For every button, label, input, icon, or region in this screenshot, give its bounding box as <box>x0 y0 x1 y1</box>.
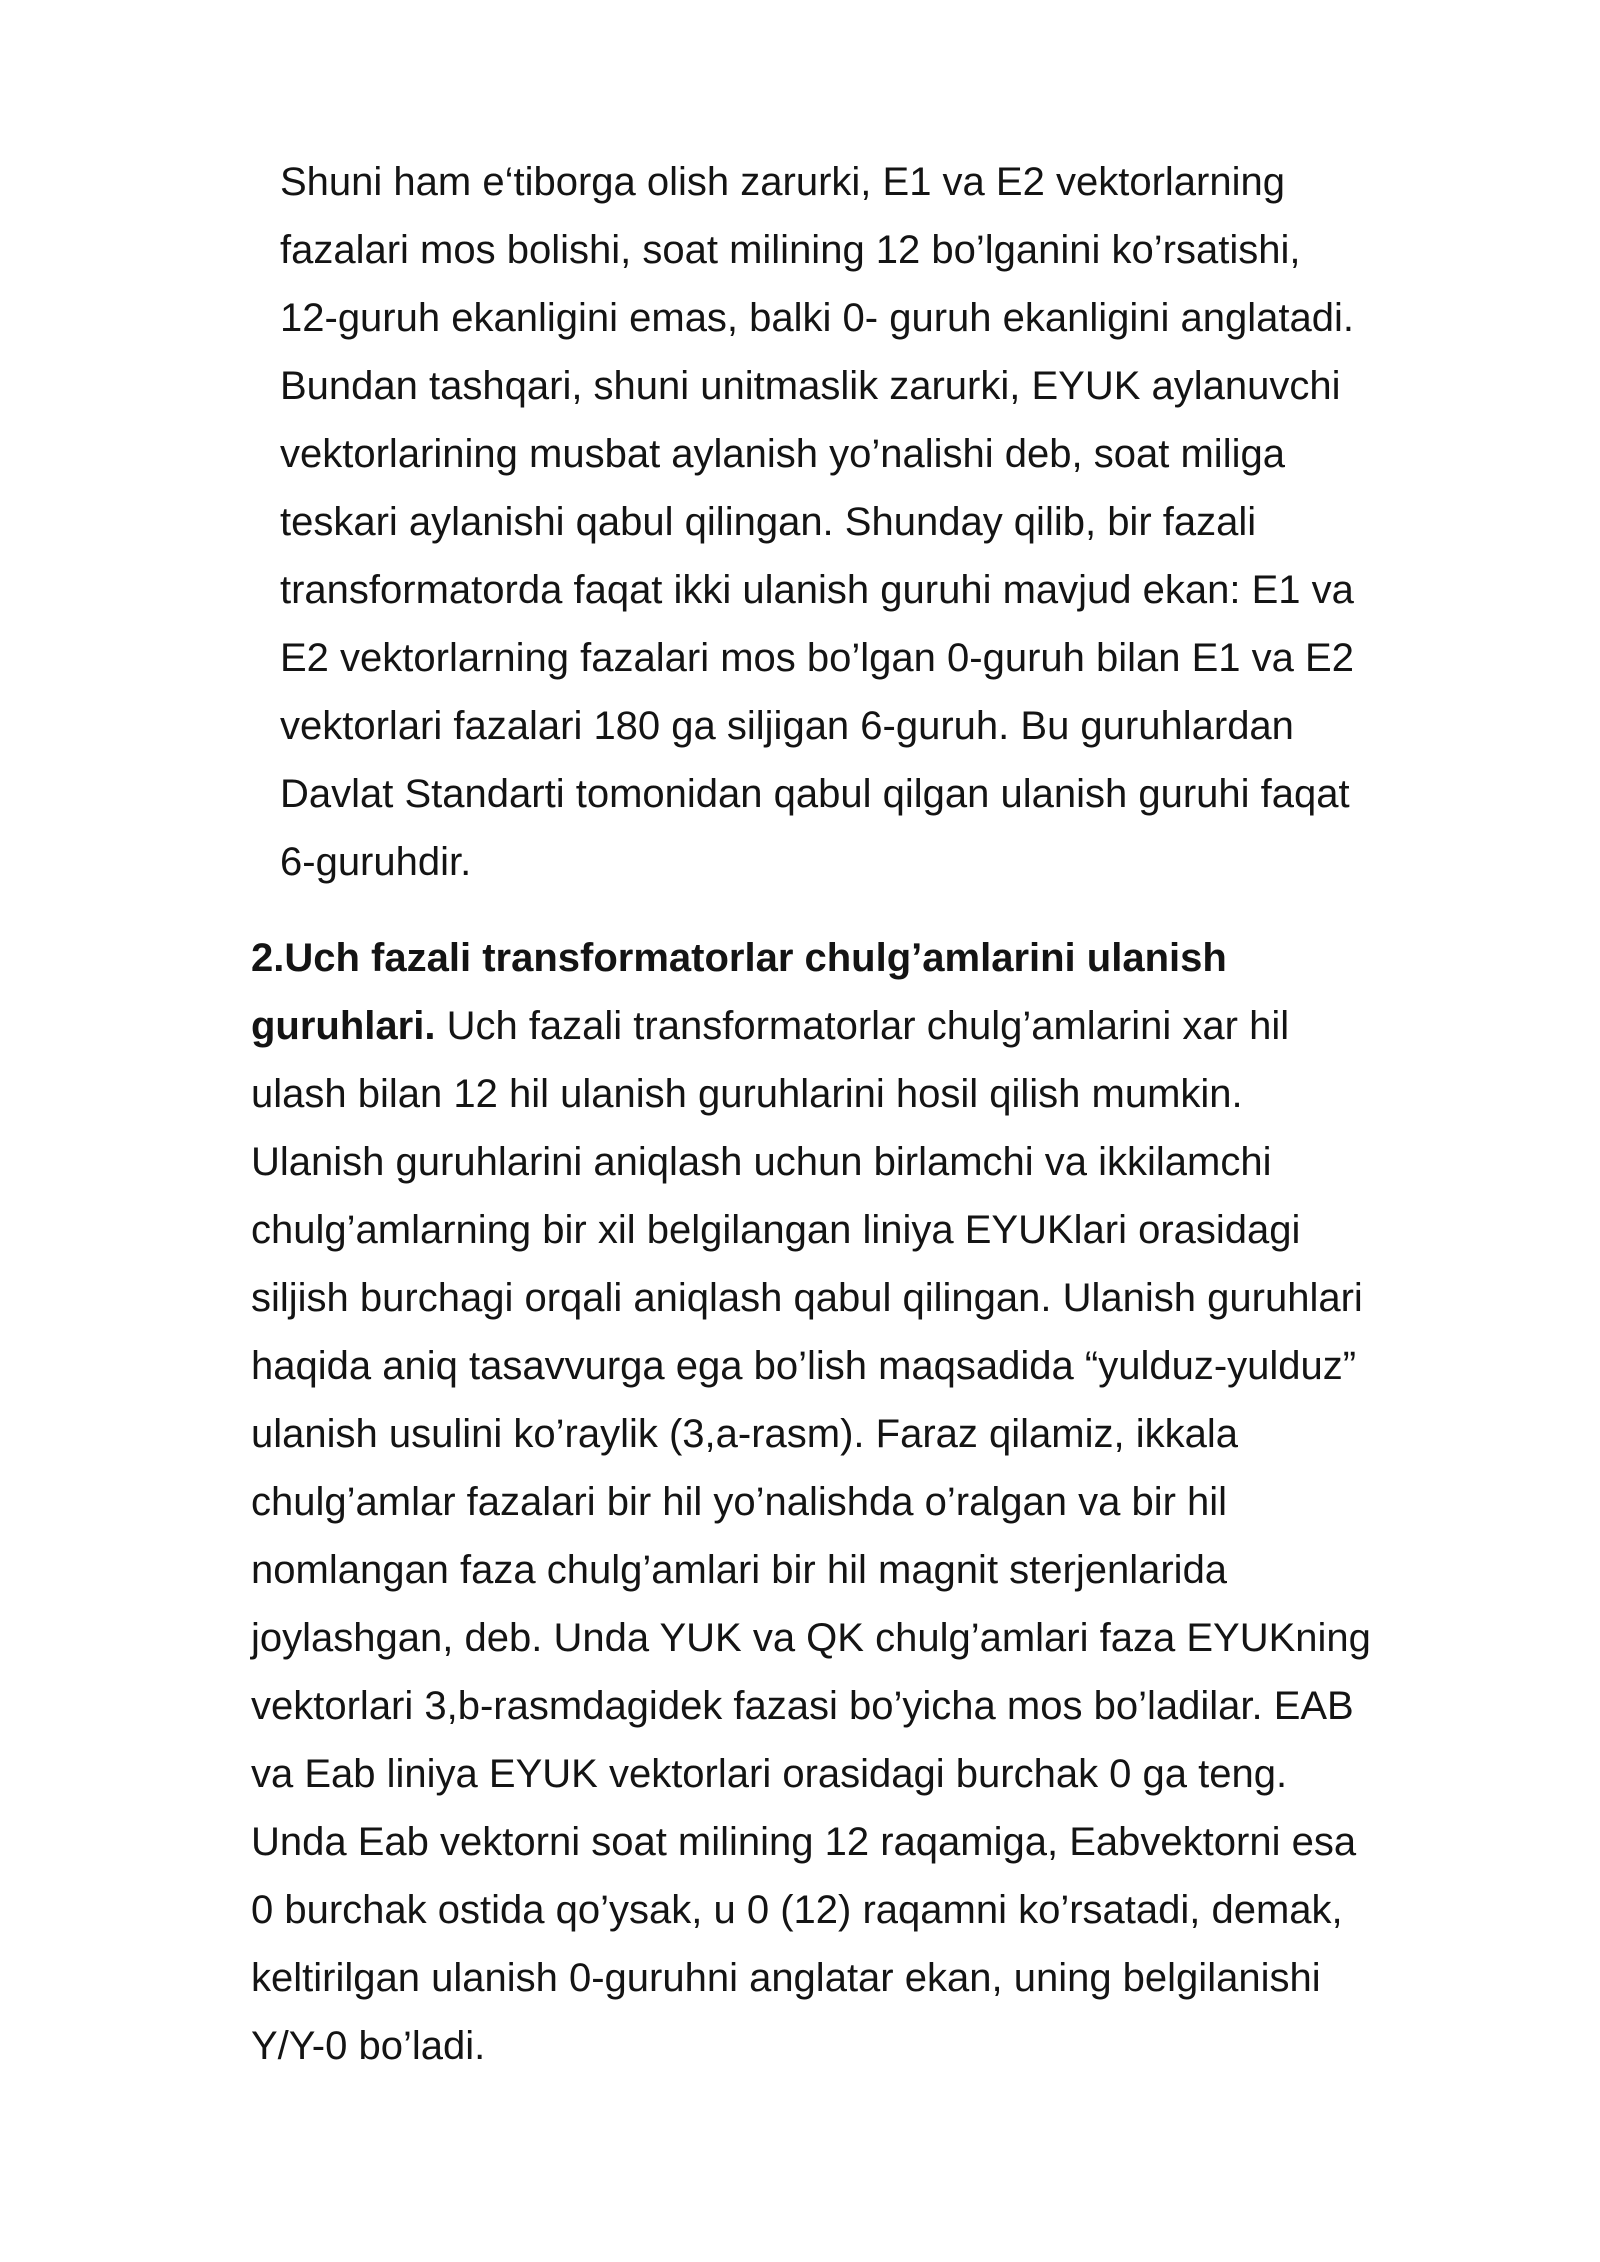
section-2-line: chulg’amlar fazalari bir hil yo’nalishda o’ralgan va bir hil <box>251 1480 1228 1524</box>
section-2-line: 0 burchak ostida qo’ysak, u 0 (12) raqamni ko’rsatadi, demak, <box>251 1888 1343 1932</box>
section-2-line: haqida aniq tasavvurga ega bo’lish maqsadida “yulduz-yulduz” <box>251 1344 1357 1388</box>
section-2-line: joylashgan, deb. Unda YUK va QK chulg’amlari faza EYUKning <box>251 1616 1371 1660</box>
section-2-line: ulash bilan 12 hil ulanish guruhlarini hosil qilish mumkin. <box>251 1072 1243 1116</box>
section-heading: 2.Uch fazali transformatorlar chulg’amlarini ulanish <box>251 936 1227 980</box>
section-2-line: Y/Y-0 bo’ladi. <box>251 2024 486 2068</box>
section-heading-end: guruhlari. <box>251 1004 436 1048</box>
paragraph-1-line: E2 vektorlarning fazalari mos bo’lgan 0-guruh bilan E1 va E2 <box>280 636 1354 680</box>
paragraph-1-line: Shuni ham e‘tiborga olish zarurki, E1 va E2 vektorlarning <box>280 160 1285 204</box>
section-2-line: Ulanish guruhlarini aniqlash uchun birlamchi va ikkilamchi <box>251 1140 1272 1184</box>
section-heading-continuation <box>251 1002 1289 1050</box>
paragraph-1-line: fazalari mos bolishi, soat milining 12 bo’lganini ko’rsatishi, <box>280 228 1301 272</box>
paragraph-1-line: vektorlari fazalari 180 ga siljigan 6-guruh. Bu guruhlardan <box>280 704 1294 748</box>
section-2-line: va Eab liniya EYUK vektorlari orasidagi burchak 0 ga teng. <box>251 1752 1288 1796</box>
section-2-line: Unda Eab vektorni soat milining 12 raqamiga, Eabvektorni esa <box>251 1820 1357 1864</box>
section-2-line: keltirilgan ulanish 0-guruhni anglatar ekan, uning belgilanishi <box>251 1956 1321 2000</box>
paragraph-1-line: teskari aylanishi qabul qilingan. Shunday qilib, bir fazali <box>280 500 1257 544</box>
section-2-line: chulg’amlarning bir xil belgilangan liniya EYUKlari orasidagi <box>251 1208 1301 1252</box>
section-2-line: siljish burchagi orqali aniqlash qabul qilingan. Ulanish guruhlari <box>251 1276 1363 1320</box>
paragraph-1-line: transformatorda faqat ikki ulanish guruhi mavjud ekan: E1 va <box>280 568 1354 612</box>
section-2-line: ulanish usulini ko’raylik (3,a-rasm). Faraz qilamiz, ikkala <box>251 1412 1238 1456</box>
section-text-start: Uch fazali transformatorlar chulg’amlarini xar hil <box>435 1004 1290 1048</box>
paragraph-1-line: Bundan tashqari, shuni unitmaslik zarurki, EYUK aylanuvchi <box>280 364 1341 408</box>
paragraph-1-line: Davlat Standarti tomonidan qabul qilgan ulanish guruhi faqat <box>280 772 1350 816</box>
paragraph-1-line: vektorlarining musbat aylanish yo’nalishi deb, soat miliga <box>280 432 1285 476</box>
paragraph-1-line: 6-guruhdir. <box>280 840 472 884</box>
paragraph-1-line: 12-guruh ekanligini emas, balki 0- guruh ekanligini anglatadi. <box>280 296 1355 340</box>
section-2-line: vektorlari 3,b-rasmdagidek fazasi bo’yicha mos bo’ladilar. EAB <box>251 1684 1354 1728</box>
section-2-line: nomlangan faza chulg’amlari bir hil magnit sterjenlarida <box>251 1548 1228 1592</box>
